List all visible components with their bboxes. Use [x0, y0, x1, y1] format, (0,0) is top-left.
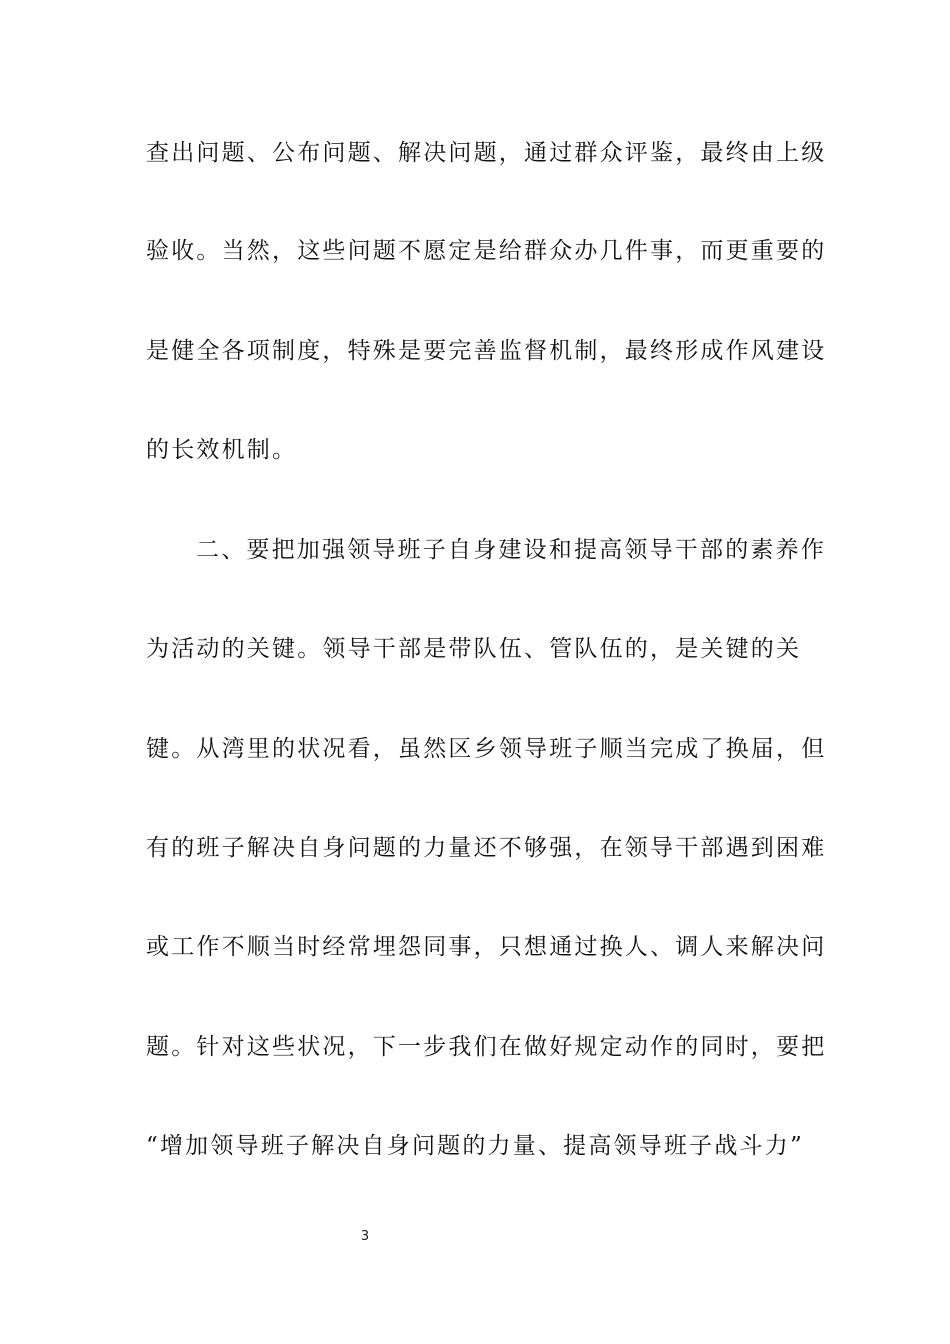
paragraph-2-line-5: 或工作不顺当时经常埋怨同事，只想通过换人、调人来解决问 [146, 934, 827, 960]
paragraph-2-line-1: 二、要把加强领导班子自身建设和提高领导干部的素养作 [196, 537, 826, 563]
paragraph-1-line-4: 的长效机制。 [146, 437, 298, 463]
paragraph-2-line-3: 键。从湾里的状况看，虽然区乡领导班子顺当完成了换届，但 [146, 736, 827, 762]
paragraph-2-line-6: 题。针对这些状况，下一步我们在做好规定动作的同时，要把 [146, 1034, 827, 1060]
page-number: 3 [360, 1229, 370, 1244]
paragraph-1-line-1: 查出问题、公布问题、解决问题，通过群众评鉴，最终由上级 [146, 140, 827, 166]
paragraph-1-line-3: 是健全各项制度，特殊是要完善监督机制，最终形成作风建设 [146, 338, 827, 364]
paragraph-1-line-2: 验收。当然，这些问题不愿定是给群众办几件事，而更重要的 [146, 238, 827, 264]
paragraph-2-line-2: 为活动的关键。领导干部是带队伍、管队伍的，是关键的关 [146, 636, 802, 662]
paragraph-2-line-4: 有的班子解决自身问题的力量还不够强，在领导干部遇到困难 [146, 835, 827, 861]
paragraph-2-line-7: “增加领导班子解决自身问题的力量、提高领导班子战斗力” [146, 1133, 804, 1159]
